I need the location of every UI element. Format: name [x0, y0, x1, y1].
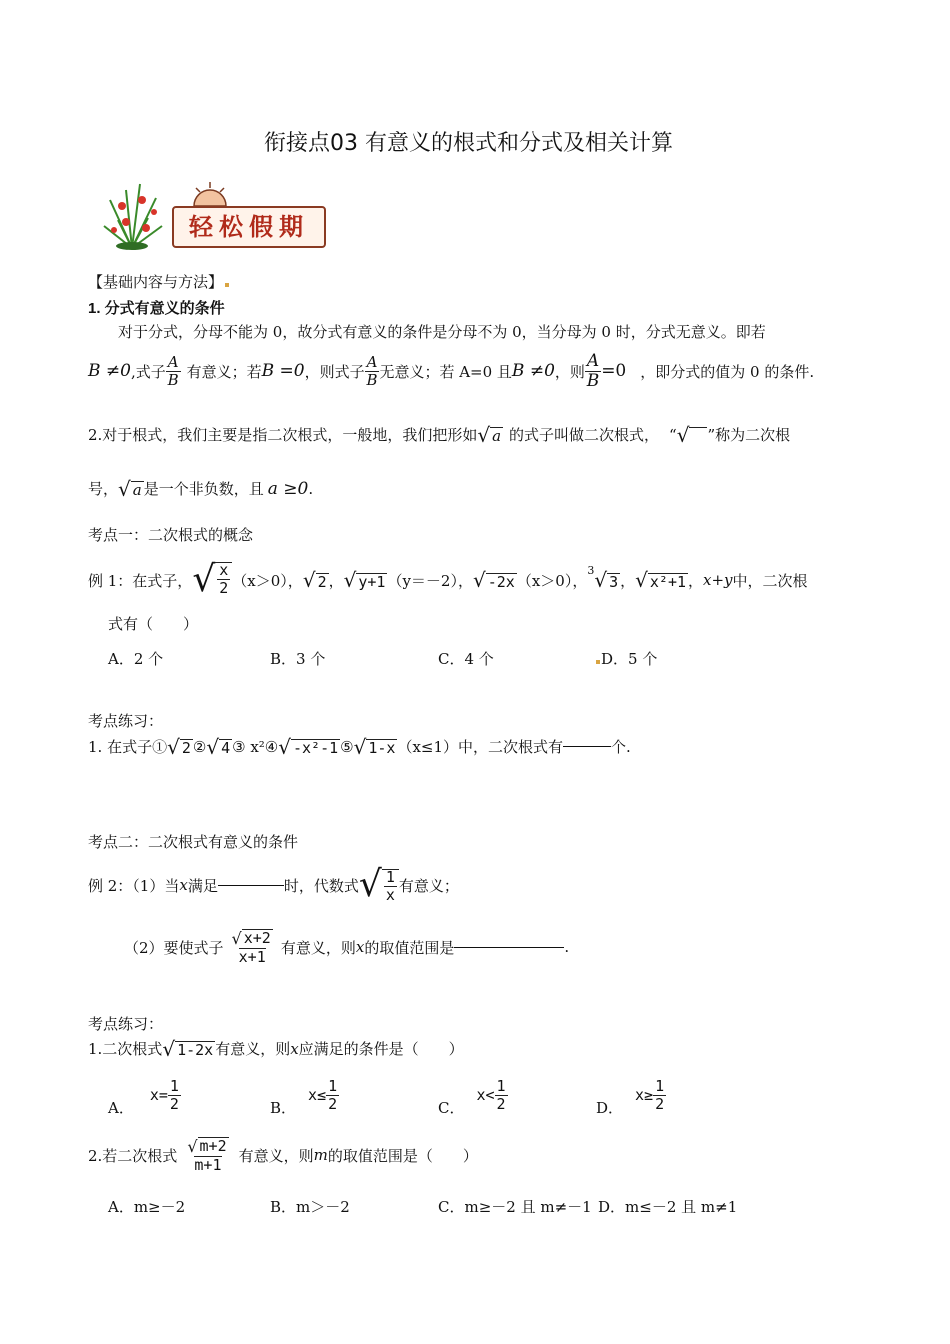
p2-line2: 号， √ a 是一个非负数，且 a ≥0 .	[88, 476, 314, 501]
p1-line1: 对于分式，分母不能为 0，故分式有意义的条件是分母不为 0，当分母为 0 时，分式无意义。即若	[118, 323, 766, 341]
p1-heading: 1. 分式有意义的条件	[88, 300, 225, 317]
radical-neg-2x: √ -2x	[472, 568, 515, 592]
ex1-option-d: D．5 个	[594, 648, 657, 669]
fraction-a-over-b: $\frac{A}{B}$	[586, 350, 600, 391]
pr2-option-a: A． x= $\frac{1}{2}$	[108, 1076, 179, 1117]
holiday-badge: 轻松假期	[172, 206, 326, 248]
answer-blank[interactable]	[218, 885, 284, 886]
fraction-sqrt-x2-over-sqrt-x1: √ x+2 x+1	[231, 928, 271, 966]
flower-plant-icon	[96, 170, 168, 250]
ex2-line2: （2）要使式子 √ x+2 x+1 有意义，则 x 的取值范围是 .	[124, 928, 570, 966]
pr3-option-c: C．m≥－2 且 m≠－1	[438, 1198, 592, 1216]
section-header: 【基础内容与方法】	[88, 271, 229, 292]
radical-sign-icon: √	[677, 425, 708, 445]
practice2-q2: 2.若二次根式 √ m+2 m+1 有意义，则 m 的取值范围是（ ）	[88, 1136, 478, 1174]
cube-root-3: √ 3	[594, 568, 619, 592]
p2-line1: 2.对于根式，我们主要是指二次根式，一般地，我们把形如 √ a 的式子叫做二次根式， “ √ ”称为二次根	[88, 422, 791, 447]
ex1-option-c: C．4 个	[438, 650, 494, 668]
page-title: 衔接点03 有意义的根式和分式及相关计算	[264, 131, 673, 156]
pr3-option-d: D．m≤－2 且 m≠1	[598, 1198, 738, 1216]
radical-1-minus-x: √ 1-x	[353, 734, 396, 759]
practice2-q1: 1.二次根式 √ 1-2x 有意义，则 x 应满足的条件是（ ）	[88, 1036, 464, 1061]
radical-2: √ 2	[302, 568, 327, 592]
sun-icon	[190, 180, 230, 208]
ex1-option-a: A．2 个	[108, 650, 164, 668]
radical-a: √ a	[118, 476, 142, 501]
practice1-q1: 1. 在式子① √ 2 ② √ 4 ③ x²④ √ -x²-1 ⑤ √ 1-x （x≤1）中，二次根式有 个.	[88, 734, 631, 759]
ex1-option-b: B．3 个	[270, 650, 326, 668]
radical-2: √ 2	[167, 734, 191, 759]
ex1-line1: 例 1：在式子， √ $\frac{x}{2}$ （x＞0）， √ 2 ， √ y+1 （y＝－2）， √ -2x （x＞0）， 3 √ 3 ， √ x²+1 ， x+y 中，二次根	[88, 559, 808, 600]
radical-x-over-2: √ $\frac{x}{2}$	[192, 562, 232, 598]
ex2-line1: 例 2：（1）当 x 满足 时，代数式 √ $\frac{1}{x}$ 有意义；	[88, 864, 459, 905]
radical-1-over-x: √ $\frac{1}{x}$	[359, 867, 399, 903]
radical-1-minus-2x: √ 1-2x	[162, 1036, 214, 1061]
pr3-option-a: A．m≥－2	[108, 1198, 186, 1216]
practice-label: 考点练习：	[88, 712, 164, 730]
radical-a: √ a	[477, 422, 502, 447]
radical-4: √ 4	[206, 734, 231, 759]
answer-blank[interactable]	[563, 746, 611, 747]
p1-line2: B ≠0 ,式子 $\frac{A}{B}$ 有意义；若 B =0 ，则式子 $\frac{A}{B}$ 无意义；若 A=0 且 B ≠0 ，则 $\frac{A}{B}$ =0 ，即分式的值为 0 的条件.	[88, 350, 815, 391]
fraction-a-over-b: $\frac{A}{B}$	[167, 352, 179, 389]
practice-label-2: 考点练习：	[88, 1015, 164, 1033]
answer-blank[interactable]	[454, 947, 564, 948]
ex1-line2: 式有（ ）	[108, 615, 199, 633]
fraction-a-over-b: $\frac{A}{B}$	[366, 352, 378, 389]
pr2-option-c: C． x< $\frac{1}{2}$	[438, 1076, 506, 1117]
pr2-option-d: D． x≥ $\frac{1}{2}$	[596, 1076, 665, 1117]
kp1-heading: 考点一：二次根式的概念	[88, 526, 254, 544]
kp2-heading: 考点二：二次根式有意义的条件	[88, 833, 299, 851]
radical-y-plus-1: √ y+1	[343, 568, 386, 592]
fraction-sqrt-m2-over-sqrt-m1: √ m+2 m+1	[187, 1136, 227, 1174]
pr2-option-b: B． x≤ $\frac{1}{2}$	[270, 1076, 338, 1117]
pr3-option-b: B．m＞－2	[270, 1198, 350, 1216]
radical-neg-x-squared-minus-1: √ -x²-1	[278, 734, 339, 759]
radical-x-squared-plus-1: √ x²+1	[635, 568, 687, 592]
